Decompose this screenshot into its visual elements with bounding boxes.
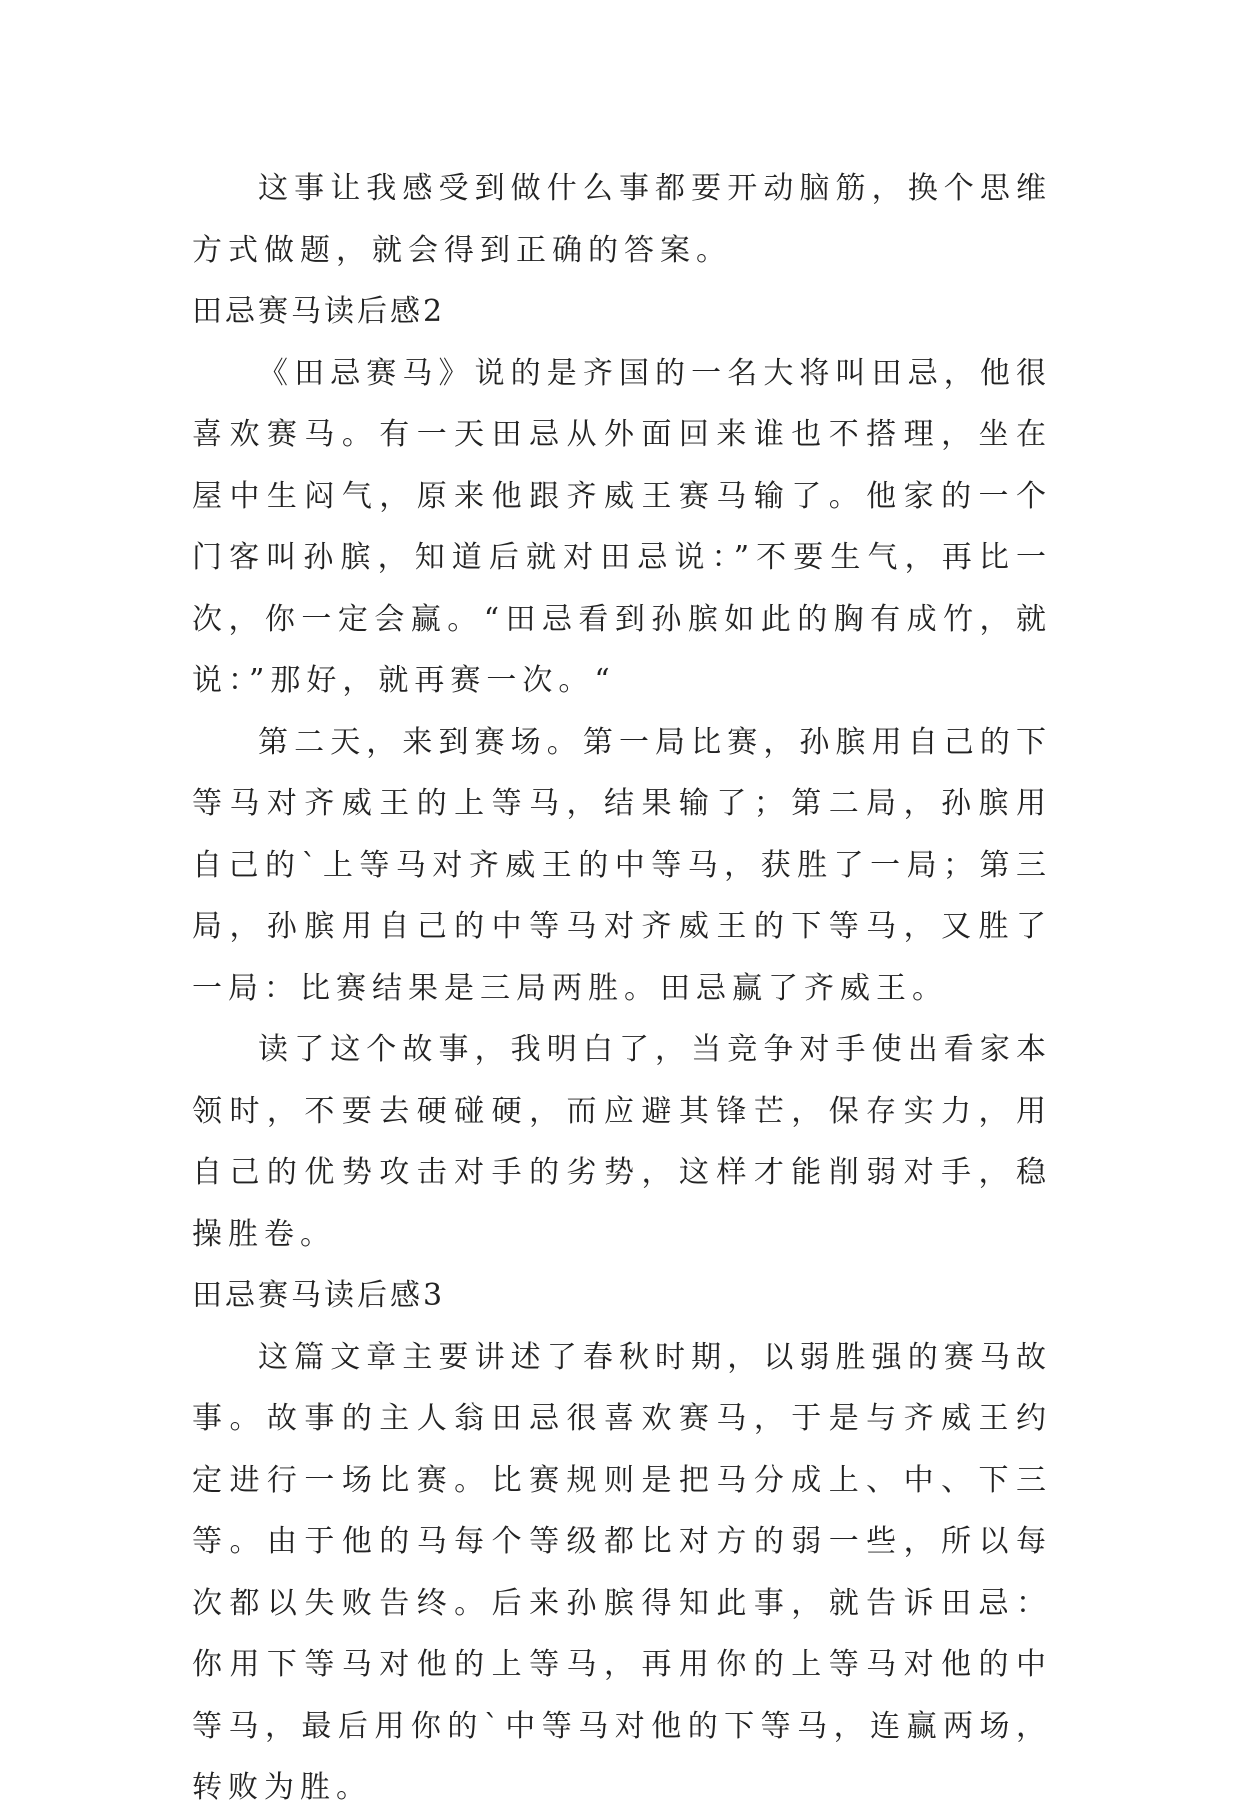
section-heading-2: 田忌赛马读后感2 [192, 294, 446, 329]
paragraph-race-details: 第二天，来到赛场。第一局比赛，孙膑用自己的下等马对齐威王的上等马，结果输了；第二局，孙膑用自己的`上等马对齐威王的中等马，获胜了一局；第三局，孙膑用自己的中等马对齐威王的下等马，又胜了一局：比赛结果是三局两胜。田忌赢了齐威王。 [192, 724, 1052, 1006]
section-heading-3: 田忌赛马读后感3 [192, 1278, 446, 1313]
document-body [192, 158, 1052, 1819]
paragraph-essay-3: 这篇文章主要讲述了春秋时期，以弱胜强的赛马故事。故事的主人翁田忌很喜欢赛马，于是与齐威王约定进行一场比赛。比赛规则是把马分成上、中、下三等。由于他的马每个等级都比对方的弱一些，所以每次都以失败告终。后来孙膑得知此事，就告诉田忌：你用下等马对他的上等马，再用你的上等马对他的中等马，最后用你的`中等马对他的下等马，连赢两场，转败为胜。 [192, 1339, 1052, 1805]
paragraph-intro-conclusion: 这事让我感受到做什么事都要开动脑筋，换个思维方式做题，就会得到正确的答案。 [192, 171, 1052, 268]
paragraph-story-summary: 《田忌赛马》说的是齐国的一名大将叫田忌，他很喜欢赛马。有一天田忌从外面回来谁也不搭理，坐在屋中生闷气，原来他跟齐威王赛马输了。他家的一个门客叫孙膑，知道后就对田忌说：”不要生气，再比一次，你一定会赢。“田忌看到孙膑如此的胸有成竹，就说：”那好，就再赛一次。“ [192, 355, 1052, 698]
paragraph-lesson: 读了这个故事，我明白了，当竞争对手使出看家本领时，不要去硬碰硬，而应避其锋芒，保存实力，用自己的优势攻击对手的劣势，这样才能削弱对手，稳操胜卷。 [192, 1032, 1052, 1252]
